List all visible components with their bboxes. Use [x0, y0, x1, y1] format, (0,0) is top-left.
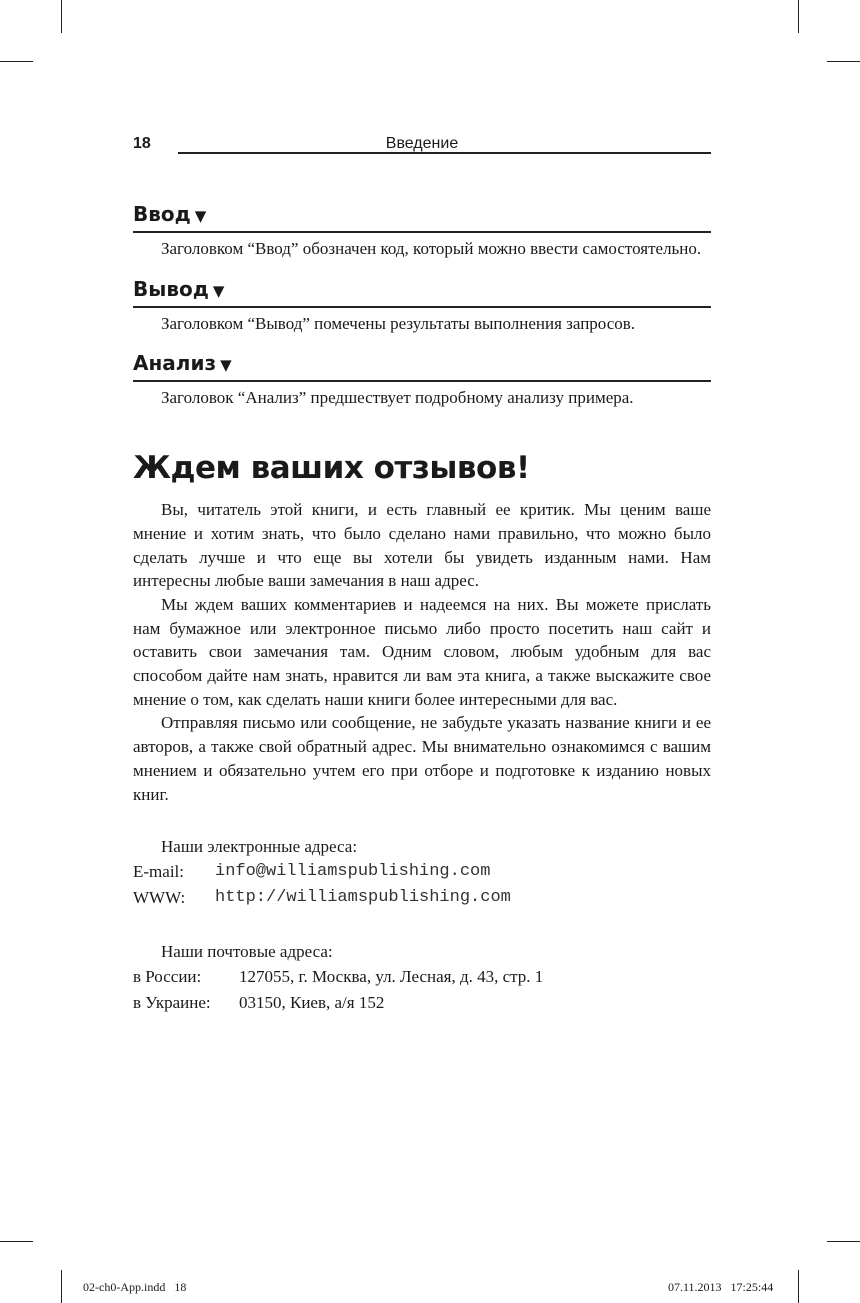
feedback-paragraph: Вы, читатель этой книги, и есть главный ее критик. Мы ценим ваше мнение и хотим знать, что было сделано нами правильно, что можно было сделать лучше и что еще вы хотели бы увидеть изданным нами. Нам интересны любые ваши замечания в наш адрес.	[133, 500, 711, 591]
feedback-paragraph: Отправляя письмо или сообщение, не забудьте указать название книги и ее авторов, а также свой обратный адрес. Мы внимательно ознакомимся с вашим мнением и обязательно учтем его при отборе и подготовке к изданию новых книг.	[133, 713, 711, 804]
email-row	[133, 859, 711, 885]
ukraine-address-row	[133, 990, 711, 1016]
crop-mark	[798, 1270, 799, 1303]
crop-mark	[827, 61, 860, 62]
convention-heading-input	[133, 199, 711, 233]
running-title: Введение	[385, 135, 459, 152]
triangle-down-icon: ▼	[220, 356, 232, 375]
crop-mark	[0, 61, 33, 62]
feedback-paragraph: Мы ждем ваших комментариев и надеемся на них. Вы можете прислать нам бумажное или электронное письмо либо просто посетить наш сайт и оставить свои замечания там. Одним словом, любым удобным для вас способом дайте нам знать, нравится ли вам эта книга, а также выскажите свое мнение о том, как сделать наши книги более интересными для вас.	[133, 594, 711, 709]
feedback-title: Ждем ваших отзывов!	[133, 450, 530, 487]
convention-title: Ввод	[133, 202, 191, 226]
page-number: 18	[133, 135, 151, 152]
header-rule	[178, 152, 711, 154]
page-content	[133, 199, 711, 1016]
convention-title: Вывод	[133, 276, 209, 301]
slug-datetime: 07.11.2013 17:25:44	[668, 1280, 774, 1294]
convention-description: Заголовком “Ввод” обозначен код, который можно ввести самостоятельно.	[161, 239, 702, 258]
email-link[interactable]: info@williamspublishing.com	[215, 862, 491, 882]
page-header	[133, 133, 711, 155]
convention-heading-output	[133, 274, 711, 308]
electronic-addresses-heading: Наши электронные адреса:	[161, 837, 358, 857]
crop-mark	[827, 1241, 860, 1242]
www-row	[133, 885, 711, 911]
convention-description: Заголовком “Вывод” помечены результаты выполнения запросов.	[161, 313, 636, 333]
russia-label: в России:	[133, 967, 202, 987]
convention-heading-analysis	[133, 348, 711, 382]
website-link[interactable]: http://williamspublishing.com	[215, 888, 511, 908]
ukraine-label: в Украине:	[133, 993, 211, 1013]
crop-mark	[0, 1241, 33, 1242]
triangle-down-icon: ▼	[194, 207, 207, 225]
crop-mark	[61, 0, 62, 33]
postal-addresses-heading: Наши почтовые адреса:	[161, 942, 333, 962]
convention-description: Заголовок “Анализ” предшествует подробному анализу примера.	[161, 388, 634, 408]
russia-address-row	[133, 964, 711, 990]
russia-address: 127055, г. Москва, ул. Лесная, д. 43, стр. 1	[239, 967, 544, 987]
convention-title: Анализ	[133, 351, 217, 376]
crop-mark	[798, 0, 799, 33]
www-label: WWW:	[133, 888, 186, 908]
ukraine-address: 03150, Киев, а/я 152	[239, 993, 385, 1013]
slug-file-info: 02-ch0-App.indd 18	[83, 1280, 187, 1294]
triangle-down-icon: ▼	[212, 281, 225, 300]
email-label: E-mail:	[133, 862, 184, 882]
crop-mark	[61, 1270, 62, 1303]
